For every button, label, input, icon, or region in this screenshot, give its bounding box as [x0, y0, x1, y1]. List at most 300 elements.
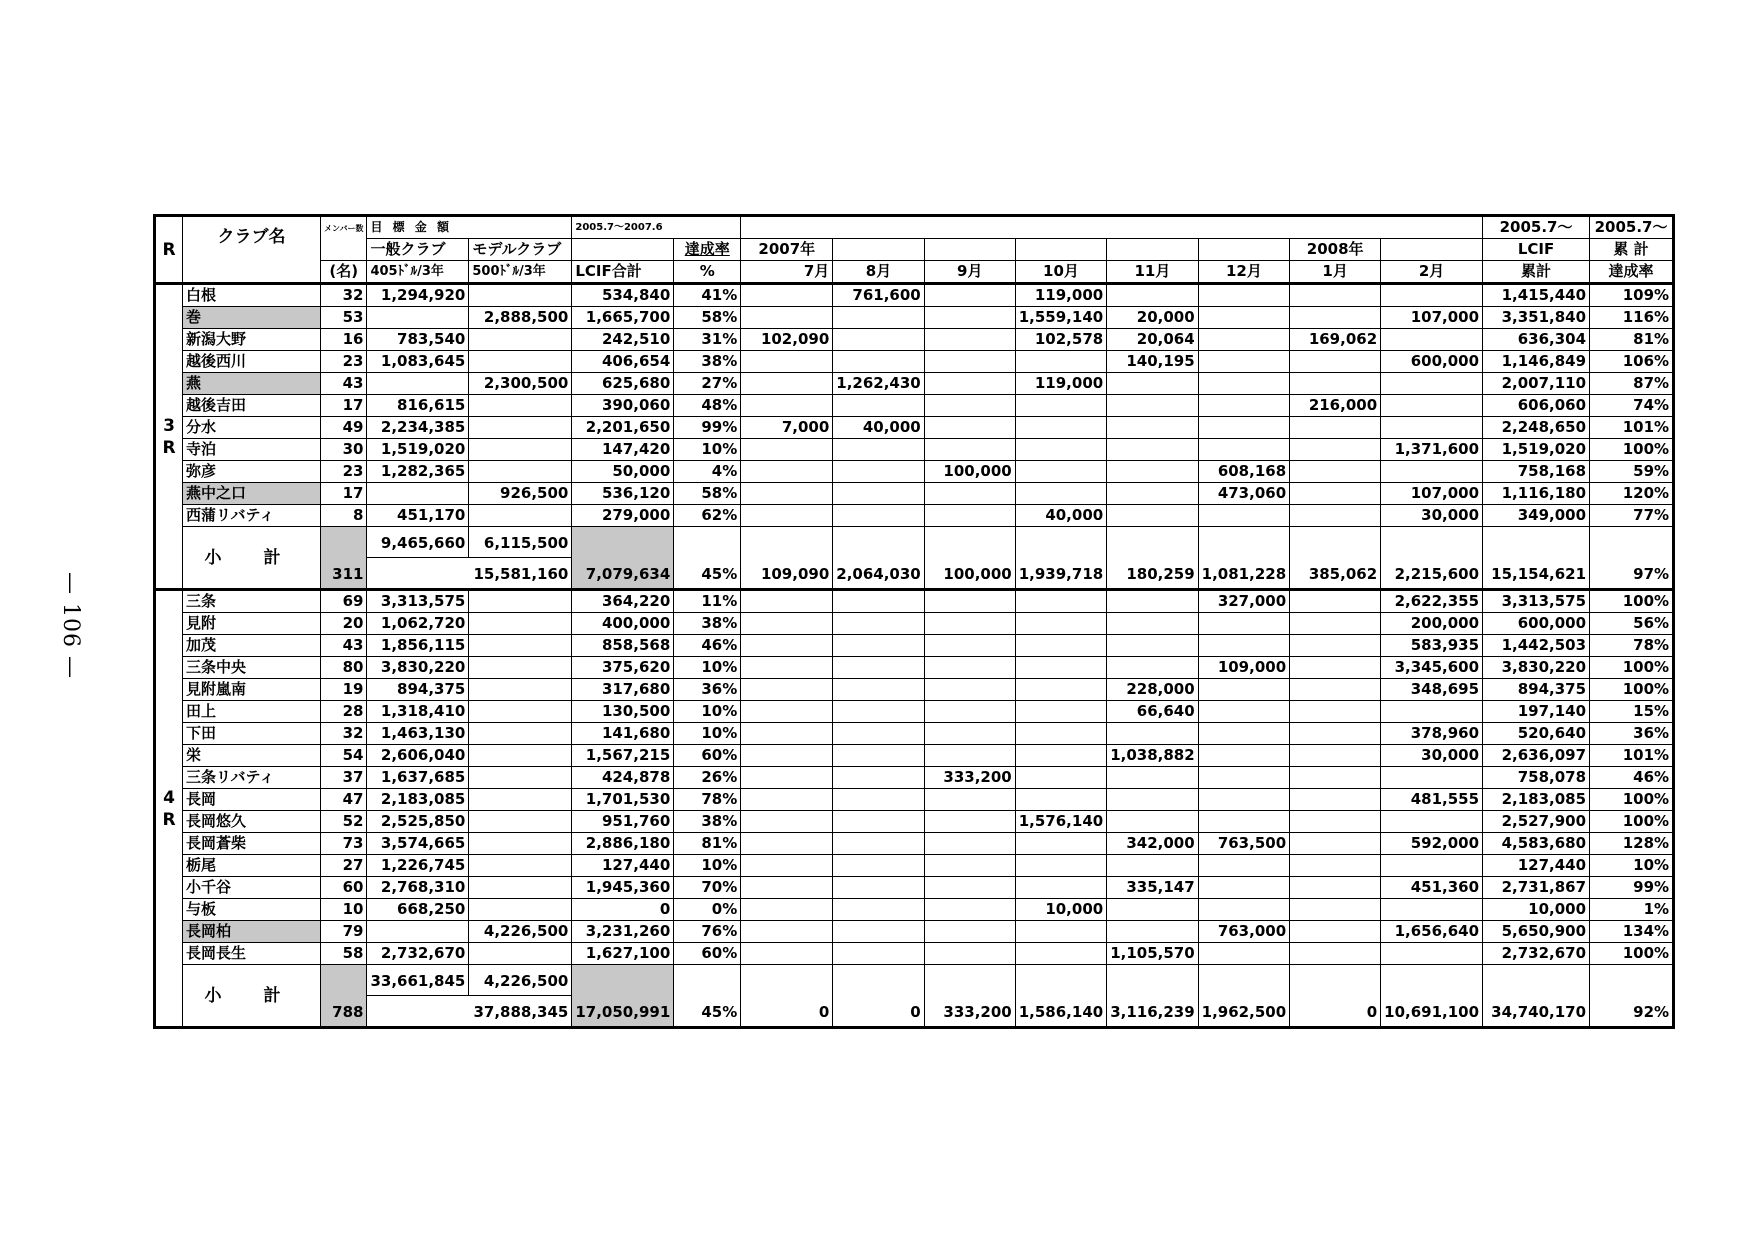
cell-m2: 2,622,355	[1381, 590, 1483, 613]
cell-m7	[741, 789, 833, 811]
cell-general: 1,856,115	[367, 635, 469, 657]
table-row	[155, 590, 1674, 613]
cell-m8	[833, 877, 924, 899]
cell-members: 43	[321, 373, 367, 395]
subtotal-target-total: 15,581,160	[367, 558, 572, 590]
cell-members: 16	[321, 329, 367, 351]
cell-m12	[1198, 943, 1289, 965]
cell-cum: 1,116,180	[1483, 483, 1590, 505]
cell-m7	[741, 811, 833, 833]
cell-lcif: 858,568	[572, 635, 674, 657]
cell-m8: 40,000	[833, 417, 924, 439]
cell-m8	[833, 833, 924, 855]
cell-rate: 26%	[674, 767, 741, 789]
cell-m2: 583,935	[1381, 635, 1483, 657]
cell-rate: 38%	[674, 351, 741, 373]
cell-cum: 1,519,020	[1483, 439, 1590, 461]
cell-m7	[741, 657, 833, 679]
cell-m7	[741, 921, 833, 943]
header-m2: 2月	[1381, 261, 1483, 284]
cell-general: 1,294,920	[367, 284, 469, 307]
cell-m9	[924, 833, 1015, 855]
cell-m1: 216,000	[1290, 395, 1381, 417]
cell-m7	[741, 899, 833, 921]
cell-m12	[1198, 899, 1289, 921]
cell-cum-rate: 74%	[1590, 395, 1674, 417]
cell-model	[469, 613, 572, 635]
cell-model: 2,888,500	[469, 307, 572, 329]
cell-m10	[1015, 877, 1106, 899]
cell-cum: 3,313,575	[1483, 590, 1590, 613]
cell-cum: 758,078	[1483, 767, 1590, 789]
page-number: — 106 —	[57, 571, 83, 679]
cell-m8	[833, 307, 924, 329]
cell-m11	[1107, 417, 1198, 439]
cell-model	[469, 767, 572, 789]
header-m8: 8月	[833, 261, 924, 284]
club-name: 寺泊	[183, 439, 321, 461]
cell-rate: 81%	[674, 833, 741, 855]
cell-rate: 78%	[674, 789, 741, 811]
cell-m8	[833, 657, 924, 679]
cell-m8	[833, 483, 924, 505]
cell-m8	[833, 613, 924, 635]
cell-m2: 600,000	[1381, 351, 1483, 373]
header-m9: 9月	[924, 261, 1015, 284]
cell-m9	[924, 701, 1015, 723]
cell-rate: 60%	[674, 943, 741, 965]
cell-general: 2,768,310	[367, 877, 469, 899]
cell-m7	[741, 833, 833, 855]
table-row	[155, 635, 1674, 657]
table-row	[155, 701, 1674, 723]
cell-rate: 31%	[674, 329, 741, 351]
cell-m2: 451,360	[1381, 877, 1483, 899]
cell-members: 52	[321, 811, 367, 833]
cell-m2: 3,345,600	[1381, 657, 1483, 679]
cell-m11	[1107, 899, 1198, 921]
cell-m12	[1198, 723, 1289, 745]
cell-rate: 10%	[674, 723, 741, 745]
cell-m9	[924, 899, 1015, 921]
cell-m10	[1015, 789, 1106, 811]
cell-m8	[833, 461, 924, 483]
cell-m1	[1290, 284, 1381, 307]
cell-lcif: 1,567,215	[572, 745, 674, 767]
cell-m12	[1198, 855, 1289, 877]
cell-m2	[1381, 701, 1483, 723]
cell-m9	[924, 679, 1015, 701]
cell-cum: 600,000	[1483, 613, 1590, 635]
cell-m1	[1290, 811, 1381, 833]
table-row	[155, 657, 1674, 679]
subtotal-m1: 0	[1290, 965, 1381, 1028]
header-blank-11	[1107, 239, 1198, 261]
subtotal-m10: 1,586,140	[1015, 965, 1106, 1028]
cell-cum-rate: 106%	[1590, 351, 1674, 373]
cell-m2: 30,000	[1381, 745, 1483, 767]
subtotal-label: 小 計	[183, 965, 321, 1028]
cell-cum: 1,146,849	[1483, 351, 1590, 373]
cell-lcif: 390,060	[572, 395, 674, 417]
cell-model	[469, 855, 572, 877]
subtotal-m1: 385,062	[1290, 527, 1381, 590]
cell-m10	[1015, 701, 1106, 723]
cell-m12: 608,168	[1198, 461, 1289, 483]
cell-members: 79	[321, 921, 367, 943]
region-label-number: 4 R	[162, 787, 176, 830]
cell-m10	[1015, 351, 1106, 373]
subtotal-m12: 1,081,228	[1198, 527, 1289, 590]
header-club: クラブ名	[183, 216, 321, 284]
cell-m9	[924, 943, 1015, 965]
cell-m8	[833, 921, 924, 943]
header-row-1	[155, 216, 1674, 239]
cell-members: 49	[321, 417, 367, 439]
cell-cum: 2,527,900	[1483, 811, 1590, 833]
table-row	[155, 811, 1674, 833]
cell-general	[367, 483, 469, 505]
cell-members: 32	[321, 723, 367, 745]
cell-model	[469, 745, 572, 767]
cell-m11	[1107, 635, 1198, 657]
table-row	[155, 877, 1674, 899]
cell-m1: 169,062	[1290, 329, 1381, 351]
cell-cum-rate: 36%	[1590, 723, 1674, 745]
cell-m2: 30,000	[1381, 505, 1483, 527]
cell-members: 30	[321, 439, 367, 461]
cell-lcif: 130,500	[572, 701, 674, 723]
cell-members: 32	[321, 284, 367, 307]
cell-m11	[1107, 613, 1198, 635]
cell-m2	[1381, 943, 1483, 965]
cell-m11	[1107, 921, 1198, 943]
club-name: 見附	[183, 613, 321, 635]
subtotal-m7: 0	[741, 965, 833, 1028]
cell-m1	[1290, 767, 1381, 789]
header-lcif-blank	[572, 239, 674, 261]
table-row	[155, 745, 1674, 767]
cell-lcif: 3,231,260	[572, 921, 674, 943]
header-row-3	[155, 261, 1674, 284]
club-name: 越後吉田	[183, 395, 321, 417]
cell-rate: 76%	[674, 921, 741, 943]
header-cum-lcif: LCIF	[1483, 239, 1590, 261]
cell-m8	[833, 811, 924, 833]
table-row	[155, 789, 1674, 811]
cell-m2	[1381, 329, 1483, 351]
cell-m9: 100,000	[924, 461, 1015, 483]
club-name: 長岡柏	[183, 921, 321, 943]
club-name: 長岡	[183, 789, 321, 811]
table-row	[155, 943, 1674, 965]
cell-m8	[833, 899, 924, 921]
cell-m2: 348,695	[1381, 679, 1483, 701]
cell-cum: 2,248,650	[1483, 417, 1590, 439]
header-members: メンバー数	[321, 216, 367, 261]
cell-m1	[1290, 657, 1381, 679]
cell-rate: 38%	[674, 613, 741, 635]
cell-model	[469, 284, 572, 307]
cell-model	[469, 590, 572, 613]
cell-model	[469, 877, 572, 899]
subtotal-m8: 0	[833, 965, 924, 1028]
cell-m12: 763,000	[1198, 921, 1289, 943]
cell-model: 2,300,500	[469, 373, 572, 395]
cell-rate: 99%	[674, 417, 741, 439]
cell-general: 894,375	[367, 679, 469, 701]
cell-m10	[1015, 417, 1106, 439]
cell-m9	[924, 613, 1015, 635]
subtotal-label: 小 計	[183, 527, 321, 590]
cell-cum: 758,168	[1483, 461, 1590, 483]
cell-cum: 2,732,670	[1483, 943, 1590, 965]
cell-cum-rate: 100%	[1590, 943, 1674, 965]
cell-m8	[833, 701, 924, 723]
cell-m7	[741, 723, 833, 745]
club-name: 越後西川	[183, 351, 321, 373]
cell-m11	[1107, 373, 1198, 395]
cell-m1	[1290, 745, 1381, 767]
cell-m1	[1290, 483, 1381, 505]
cell-model	[469, 811, 572, 833]
region-label	[155, 284, 183, 590]
cell-m11: 66,640	[1107, 701, 1198, 723]
cell-m12	[1198, 395, 1289, 417]
cell-general	[367, 307, 469, 329]
cell-m9	[924, 307, 1015, 329]
cell-m11: 1,038,882	[1107, 745, 1198, 767]
cell-m11: 342,000	[1107, 833, 1198, 855]
cell-cum-rate: 77%	[1590, 505, 1674, 527]
cell-m12	[1198, 635, 1289, 657]
cell-m9	[924, 789, 1015, 811]
club-name: 栄	[183, 745, 321, 767]
cell-m10: 102,578	[1015, 329, 1106, 351]
club-name: 栃尾	[183, 855, 321, 877]
cell-model	[469, 395, 572, 417]
cell-rate: 48%	[674, 395, 741, 417]
table-row	[155, 373, 1674, 395]
cell-m7	[741, 483, 833, 505]
cell-rate: 58%	[674, 307, 741, 329]
cell-general: 783,540	[367, 329, 469, 351]
subtotal-cum-rate: 97%	[1590, 527, 1674, 590]
table-row	[155, 417, 1674, 439]
cell-cum-rate: 109%	[1590, 284, 1674, 307]
cell-cum: 5,650,900	[1483, 921, 1590, 943]
header-monthly-blank	[741, 216, 1483, 239]
cell-m1	[1290, 307, 1381, 329]
cell-cum: 3,351,840	[1483, 307, 1590, 329]
cell-m12	[1198, 439, 1289, 461]
cell-model: 926,500	[469, 483, 572, 505]
club-name: 与板	[183, 899, 321, 921]
cell-model	[469, 723, 572, 745]
cell-model	[469, 505, 572, 527]
cell-lcif: 242,510	[572, 329, 674, 351]
cell-m2	[1381, 811, 1483, 833]
subtotal-lcif: 17,050,991	[572, 965, 674, 1028]
cell-m7: 7,000	[741, 417, 833, 439]
subtotal-model: 6,115,500	[469, 527, 572, 558]
cell-m9	[924, 483, 1015, 505]
cell-m8	[833, 505, 924, 527]
cell-m9	[924, 439, 1015, 461]
cell-m1	[1290, 613, 1381, 635]
cell-m11	[1107, 439, 1198, 461]
cell-m11	[1107, 461, 1198, 483]
cell-m7	[741, 351, 833, 373]
subtotal-row	[155, 965, 1674, 996]
header-m10: 10月	[1015, 261, 1106, 284]
cell-m12	[1198, 329, 1289, 351]
cell-m7	[741, 635, 833, 657]
cell-model	[469, 635, 572, 657]
cell-m10	[1015, 461, 1106, 483]
cell-m8	[833, 855, 924, 877]
club-name: 弥彦	[183, 461, 321, 483]
header-period: 2005.7～2007.6	[572, 216, 741, 239]
cell-m8	[833, 635, 924, 657]
lcif-donation-table	[153, 214, 1675, 1029]
cell-m7	[741, 307, 833, 329]
header-model-sub: 500ﾄﾞﾙ/3年	[469, 261, 572, 284]
cell-m2: 378,960	[1381, 723, 1483, 745]
cell-m1	[1290, 679, 1381, 701]
table-row	[155, 855, 1674, 877]
cell-m2	[1381, 284, 1483, 307]
cell-m1	[1290, 505, 1381, 527]
cell-m12: 763,500	[1198, 833, 1289, 855]
cell-m8	[833, 329, 924, 351]
cell-m10: 119,000	[1015, 373, 1106, 395]
cell-m12	[1198, 417, 1289, 439]
cell-m7	[741, 679, 833, 701]
cell-m1	[1290, 461, 1381, 483]
cell-m8: 1,262,430	[833, 373, 924, 395]
cell-lcif: 1,627,100	[572, 943, 674, 965]
cell-m12: 327,000	[1198, 590, 1289, 613]
header-blank-9	[924, 239, 1015, 261]
cell-m2: 592,000	[1381, 833, 1483, 855]
cell-members: 27	[321, 855, 367, 877]
region-label-number: 3 R	[162, 415, 176, 458]
cell-cum-rate: 81%	[1590, 329, 1674, 351]
subtotal-general: 33,661,845	[367, 965, 469, 996]
cell-m11: 20,000	[1107, 307, 1198, 329]
cell-lcif: 424,878	[572, 767, 674, 789]
cell-m7	[741, 590, 833, 613]
cell-m11	[1107, 505, 1198, 527]
cell-m9	[924, 590, 1015, 613]
cell-cum-rate: 87%	[1590, 373, 1674, 395]
cell-m2	[1381, 767, 1483, 789]
cell-members: 47	[321, 789, 367, 811]
cell-lcif: 141,680	[572, 723, 674, 745]
cell-rate: 0%	[674, 899, 741, 921]
cell-m2	[1381, 461, 1483, 483]
cell-m10	[1015, 943, 1106, 965]
cell-m12	[1198, 505, 1289, 527]
cell-model	[469, 657, 572, 679]
cell-m9	[924, 877, 1015, 899]
cell-cum: 636,304	[1483, 329, 1590, 351]
table-row	[155, 613, 1674, 635]
cell-rate: 10%	[674, 439, 741, 461]
cell-m11: 228,000	[1107, 679, 1198, 701]
cell-lcif: 2,886,180	[572, 833, 674, 855]
cell-general: 3,313,575	[367, 590, 469, 613]
subtotal-cum: 15,154,621	[1483, 527, 1590, 590]
cell-m12	[1198, 745, 1289, 767]
club-name: 西蒲リバティ	[183, 505, 321, 527]
header-blank-8	[833, 239, 924, 261]
cell-cum-rate: 100%	[1590, 811, 1674, 833]
cell-m1	[1290, 943, 1381, 965]
cell-m1	[1290, 723, 1381, 745]
cell-m9	[924, 811, 1015, 833]
cell-members: 8	[321, 505, 367, 527]
subtotal-m8: 2,064,030	[833, 527, 924, 590]
cell-members: 73	[321, 833, 367, 855]
cell-members: 23	[321, 351, 367, 373]
cell-m9	[924, 745, 1015, 767]
subtotal-m2: 2,215,600	[1381, 527, 1483, 590]
cell-m8	[833, 439, 924, 461]
cell-m2	[1381, 855, 1483, 877]
cell-general: 2,525,850	[367, 811, 469, 833]
cell-cum-rate: 100%	[1590, 439, 1674, 461]
cell-m11	[1107, 483, 1198, 505]
club-name: 新潟大野	[183, 329, 321, 351]
cell-m9	[924, 505, 1015, 527]
cell-rate: 70%	[674, 877, 741, 899]
cell-m12	[1198, 789, 1289, 811]
cell-m12	[1198, 811, 1289, 833]
subtotal-rate: 45%	[674, 965, 741, 1028]
header-general-sub: 405ﾄﾞﾙ/3年	[367, 261, 469, 284]
header-m7: 7月	[741, 261, 833, 284]
cell-members: 60	[321, 877, 367, 899]
header-general-club: 一般クラブ	[367, 239, 469, 261]
cell-members: 28	[321, 701, 367, 723]
cell-m10	[1015, 679, 1106, 701]
cell-m1	[1290, 877, 1381, 899]
cell-m9	[924, 417, 1015, 439]
cell-m2: 1,656,640	[1381, 921, 1483, 943]
cell-m12: 109,000	[1198, 657, 1289, 679]
cell-m7	[741, 284, 833, 307]
cell-m7	[741, 439, 833, 461]
cell-m11	[1107, 789, 1198, 811]
cell-m9	[924, 395, 1015, 417]
subtotal-row	[155, 527, 1674, 558]
cell-m11: 335,147	[1107, 877, 1198, 899]
cell-m1	[1290, 439, 1381, 461]
cell-m11	[1107, 811, 1198, 833]
club-name: 分水	[183, 417, 321, 439]
cell-rate: 10%	[674, 657, 741, 679]
subtotal-m2: 10,691,100	[1381, 965, 1483, 1028]
subtotal-m7: 109,090	[741, 527, 833, 590]
table-row	[155, 833, 1674, 855]
cell-general: 1,463,130	[367, 723, 469, 745]
cell-lcif: 1,665,700	[572, 307, 674, 329]
cell-m10	[1015, 439, 1106, 461]
cell-m9	[924, 635, 1015, 657]
table-row	[155, 483, 1674, 505]
